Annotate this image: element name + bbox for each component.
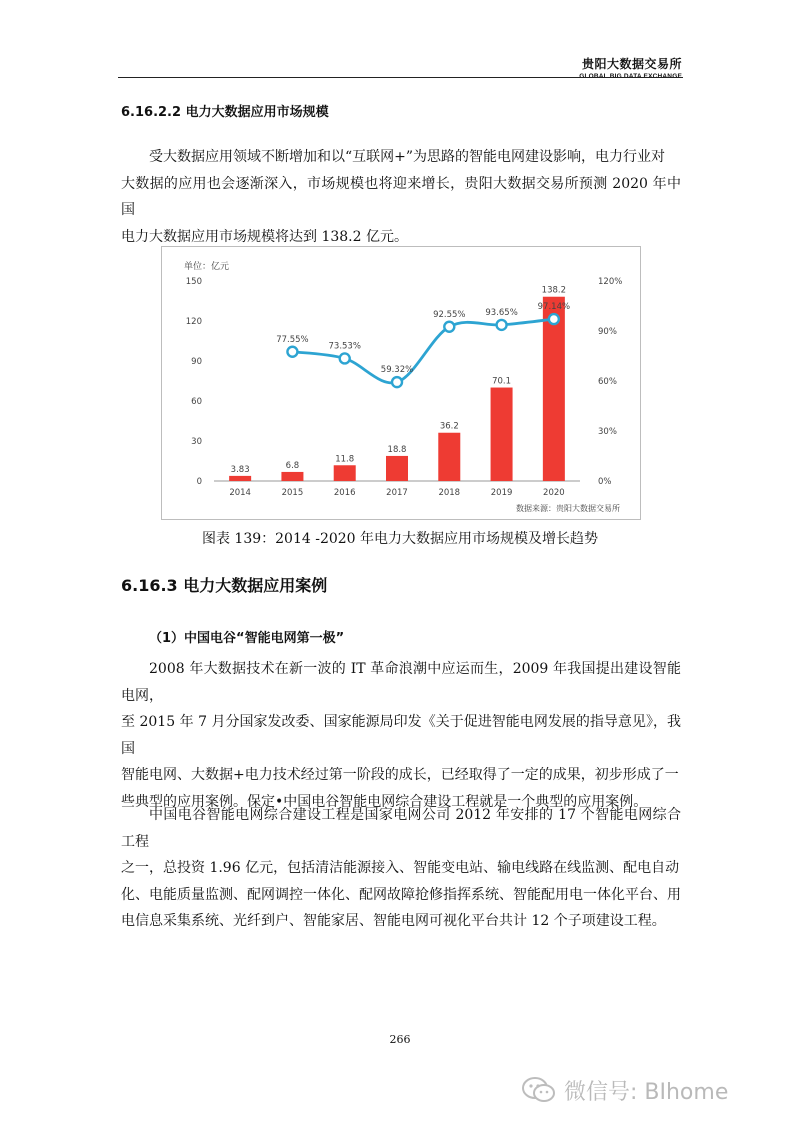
section-heading-6-16-3: 6.16.3 电力大数据应用案例: [121, 576, 328, 595]
section-heading-6-16-2-2: 6.16.2.2 电力大数据应用市场规模: [121, 105, 329, 120]
bar-value-label: 36.2: [439, 421, 459, 432]
paragraph-line: 中国电谷智能电网综合建设工程是国家电网公司 2012 年安排的 17 个智能电网综合工程: [121, 807, 681, 850]
x-tick-label: 2016: [333, 488, 356, 498]
bar-2014: [229, 476, 251, 481]
paragraph-line: 受大数据应用领域不断增加和以“互联网+”为思路的智能电网建设影响，电力行业对: [149, 149, 666, 165]
chart-svg: [162, 247, 640, 519]
y2-tick-label: 120%: [598, 277, 623, 287]
bar-value-label: 70.1: [492, 376, 512, 387]
case-paragraph-2: [121, 802, 681, 935]
x-tick-label: 2018: [438, 488, 461, 498]
y-tick-label: 30: [191, 437, 202, 447]
wechat-watermark: [520, 1070, 728, 1110]
header-divider: [118, 77, 683, 78]
y2-tick-label: 90%: [598, 327, 617, 337]
watermark-text: 微信号: BIhome: [564, 1079, 729, 1105]
brand-en: GLOBAL BIG DATA EXCHANGE: [579, 73, 682, 80]
bar-value-label: 138.2: [541, 285, 567, 296]
market-size-paragraph: [121, 144, 681, 250]
bar-2016: [334, 465, 356, 481]
wechat-icon: [520, 1075, 558, 1105]
growth-value-label: 73.53%: [328, 341, 361, 352]
brand-name: 贵阳大数据交易所: [581, 57, 682, 71]
bar-2017: [386, 456, 408, 481]
bar-value-label: 3.83: [230, 464, 250, 475]
chart-source-label: 数据来源：贵阳大数据交易所: [516, 504, 620, 513]
y-tick-label: 90: [191, 357, 202, 367]
x-tick-label: 2017: [386, 488, 408, 498]
growth-point-2017: [392, 377, 402, 387]
bar-2018: [438, 433, 460, 481]
figure-caption: 图表 139：2014 -2020 年电力大数据应用市场规模及增长趋势: [201, 531, 599, 547]
bar-2015: [281, 472, 303, 481]
growth-value-label: 92.55%: [433, 309, 466, 320]
paragraph-line: 大数据的应用也会逐渐深入，市场规模也将迎来增长，贵阳大数据交易所预测 2020 年中国: [121, 175, 681, 218]
bar-value-label: 6.8: [285, 460, 300, 471]
growth-value-label: 97.14%: [537, 302, 571, 313]
page-number: 266: [389, 1033, 411, 1046]
growth-value-label: 93.65%: [485, 307, 518, 318]
chart-unit-label: 单位：亿元: [184, 262, 230, 272]
paragraph-line: 智能电网、大数据+电力技术经过第一阶段的成长，已经取得了一定的成果，初步形成了一: [121, 767, 679, 783]
bar-2019: [491, 388, 513, 481]
bar-value-label: 11.8: [335, 454, 355, 465]
paragraph-line: 电力大数据应用市场规模将达到 138.2 亿元。: [121, 228, 408, 245]
growth-point-2016: [340, 353, 350, 363]
growth-value-label: 77.55%: [276, 334, 309, 345]
paragraph-line: 电信息采集系统、光纤到户、智能家居、智能电网可视化平台共计 12 个子项建设工程。: [121, 913, 666, 929]
x-tick-label: 2015: [281, 488, 304, 498]
paragraph-line: 2008 年大数据技术在新一波的 IT 革命浪潮中应运而生，2009 年我国提出建设智能电网，: [121, 661, 681, 704]
y-tick-label: 150: [185, 277, 202, 287]
y2-tick-label: 30%: [598, 427, 617, 437]
case-paragraph-1: [121, 656, 681, 815]
y2-tick-label: 60%: [598, 377, 617, 387]
x-tick-label: 2014: [229, 488, 251, 498]
growth-value-label: 59.32%: [380, 365, 414, 376]
x-tick-label: 2019: [490, 488, 513, 498]
market-size-chart: [161, 246, 641, 520]
growth-point-2019: [497, 320, 507, 330]
paragraph-line: 至 2015 年 7 月分国家发改委、国家能源局印发《关于促进智能电网发展的指导意见》，我国: [121, 714, 681, 757]
y-tick-label: 120: [185, 317, 202, 327]
y-tick-label: 60: [191, 397, 202, 407]
bar-value-label: 18.8: [387, 444, 407, 455]
paragraph-line: 之一，总投资 1.96 亿元，包括清洁能源接入、智能变电站、输电线路在线监测、配电自动: [121, 860, 680, 876]
y2-tick-label: 0%: [598, 477, 612, 487]
case-item-title: （1）中国电谷“智能电网第一极”: [149, 631, 345, 646]
paragraph-line: 些典型的应用案例。保定•中国电谷智能电网综合建设工程就是一个典型的应用案例。: [121, 793, 648, 810]
growth-point-2018: [444, 322, 454, 332]
growth-point-2015: [287, 347, 297, 357]
y-tick-label: 0: [196, 477, 202, 487]
x-tick-label: 2020: [543, 488, 565, 498]
growth-point-2020: [549, 314, 559, 324]
paragraph-line: 化、电能质量监测、配网调控一体化、配网故障抢修指挥系统、智能配用电一体化平台、用: [121, 886, 681, 903]
